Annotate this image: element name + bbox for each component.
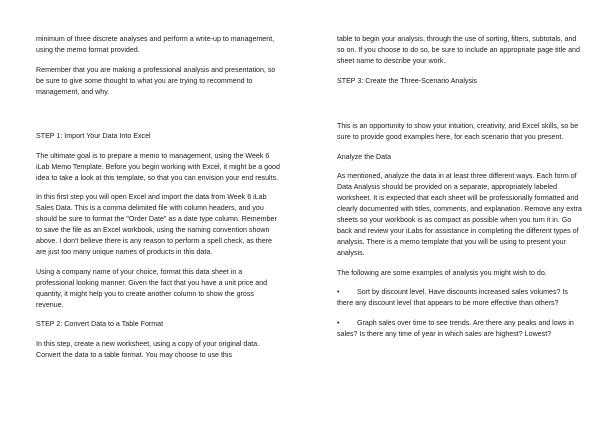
bullet-item-discount — [337, 287, 583, 309]
analyze-heading: Analyze the Data — [337, 152, 392, 161]
paragraph-import-data: In this first step you will open Excel and import the data from Week 6 iLab Sales Data. This is a comma delimited file with column headers, and you should be sure to format the "Order Date" as a date type column. Remember to save the file as an Excel workbook, using the naming convention shown above. I don't believe there is any reason to perform a spell check, as there are just too many unique names of products in this data. — [36, 193, 277, 256]
step2-heading: STEP 2: Convert Data to a Table Format — [36, 320, 164, 328]
bullet-icon: • — [337, 288, 340, 296]
step1-heading: STEP 1: Import Your Data Into Excel — [36, 132, 151, 140]
bullet-item-graph-sales — [337, 318, 583, 340]
paragraph-memo-format: minimum of three discrete analyses and perform a write-up to management, using the memo format provided. — [36, 35, 275, 54]
left-column — [36, 34, 282, 369]
paragraph-analyze-ways: As mentioned, analyze the data in at least three different ways. Each form of Data Analysis should be provided on a separate, appropriately labeled worksheet. It is expected that each sheet will be professionally formatted and clearly documented with titles, comments, and explanation. Remove any extra sheets so your workbook is as compact as possible when you turn it in. Go back and review your iLabs for assistance in completing the different types of analysis. There is a memo template that you will be using to present your analysis. — [337, 172, 582, 257]
bullet-text: Sort by discount level. Have discounts increased sales volumes? Is there any discount level that appears to be more effective than others? — [337, 288, 568, 307]
paragraph-opportunity: This is an opportunity to show your intuition, creativity, and Excel skills, so be sure to provide good examples here, for each scenario that you present. — [337, 122, 579, 141]
bullet-text: Graph sales over time to see trends. Are there any peaks and lows in sales? Is there any time of year in which sales are highest? Lowest? — [337, 318, 574, 338]
paragraph-table-analysis: table to begin your analysis, through the use of sorting, filters, subtotals, and so on. If you choose to do so, be sure to include an appropriate page title and sheet name to describe your work. — [337, 35, 580, 65]
paragraph-new-worksheet: In this step, create a new worksheet, using a copy of your original data. Convert the data to a table format. You may choose to use this — [36, 339, 260, 359]
paragraph-ultimate-goal: The ultimate goal is to prepare a memo to management, using the Week 6 iLab Memo Template. Before you begin working with Excel, it might be a good idea to take a look at this template, so that you can envision your end results. — [36, 151, 280, 182]
paragraph-professional-analysis: Remember that you are making a professional analysis and presentation, so be sure to give some thought to what you are trying to recommend to management, and why. — [36, 65, 276, 96]
step3-heading: STEP 3: Create the Three-Scenario Analysis — [337, 76, 478, 85]
spacer — [36, 106, 282, 131]
paragraph-examples-intro: The following are some examples of analysis you might wish to do. — [337, 268, 547, 277]
spacer — [337, 95, 583, 121]
right-column — [337, 34, 583, 348]
bullet-icon: • — [337, 318, 340, 327]
paragraph-company-name: Using a company name of your choice, format this data sheet in a professional looking manner. Given the fact that you have a unit price and quantity, it might help you to create another column to show the gross revenue. — [36, 267, 268, 309]
